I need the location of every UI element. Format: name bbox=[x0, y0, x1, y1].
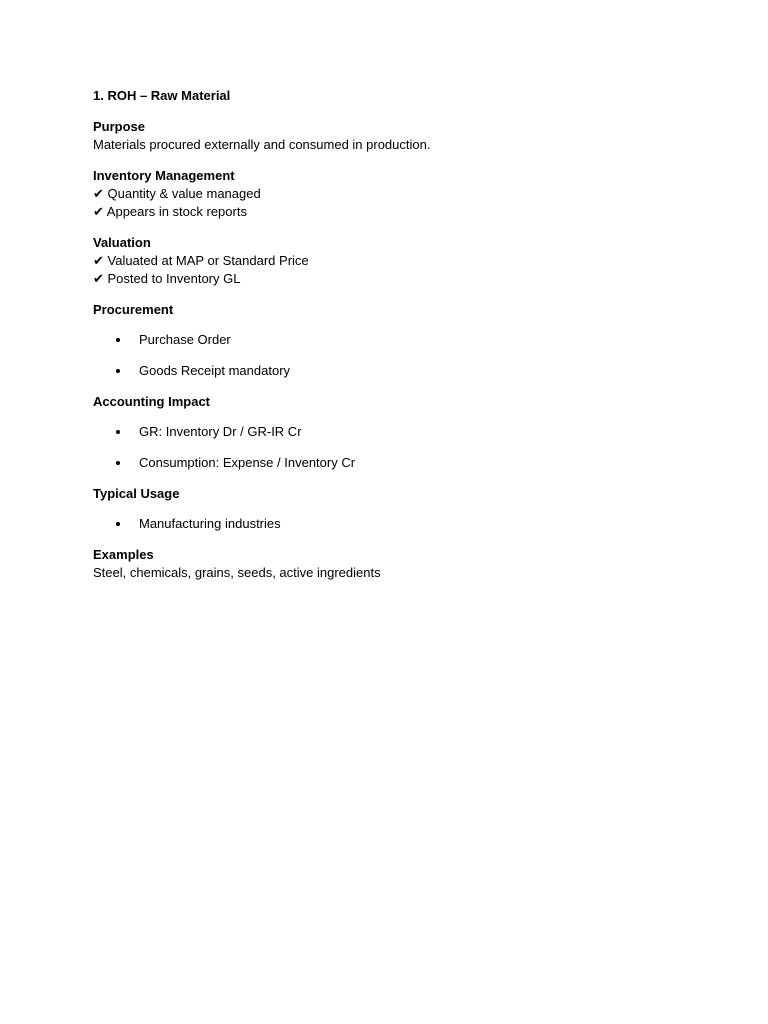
section-typical-usage bbox=[93, 485, 693, 533]
procurement-list bbox=[93, 331, 693, 380]
list-item bbox=[93, 423, 693, 441]
section-heading-inventory-management: Inventory Management bbox=[93, 168, 235, 183]
section-purpose bbox=[93, 118, 693, 154]
section-valuation bbox=[93, 234, 693, 288]
section-accounting-impact bbox=[93, 393, 693, 472]
section-inventory-management bbox=[93, 167, 693, 221]
bullet-icon bbox=[116, 461, 120, 465]
section-heading-accounting-impact: Accounting Impact bbox=[93, 394, 211, 409]
list-item-text: Purchase Order bbox=[139, 332, 231, 347]
bullet-icon bbox=[116, 430, 120, 434]
document-page bbox=[93, 87, 693, 595]
section-heading-examples: Examples bbox=[93, 547, 154, 562]
list-item bbox=[93, 362, 693, 380]
section-heading-valuation: Valuation bbox=[93, 235, 151, 250]
list-item-text: Consumption: Expense / Inventory Cr bbox=[139, 455, 356, 470]
inventory-item: ✔ Appears in stock reports bbox=[93, 204, 247, 219]
usage-list bbox=[93, 515, 693, 533]
accounting-list bbox=[93, 423, 693, 472]
bullet-icon bbox=[116, 369, 120, 373]
examples-text: Steel, chemicals, grains, seeds, active ingredients bbox=[93, 565, 381, 580]
section-examples bbox=[93, 546, 693, 582]
section-procurement bbox=[93, 301, 693, 380]
list-item bbox=[93, 515, 693, 533]
purpose-text: Materials procured externally and consumed in production. bbox=[93, 137, 431, 152]
document-title: 1. ROH – Raw Material bbox=[93, 88, 231, 103]
list-item-text: GR: Inventory Dr / GR-IR Cr bbox=[139, 424, 302, 439]
bullet-icon bbox=[116, 522, 120, 526]
list-item bbox=[93, 454, 693, 472]
list-item bbox=[93, 331, 693, 349]
valuation-item: ✔ Valuated at MAP or Standard Price bbox=[93, 253, 309, 268]
section-heading-typical-usage: Typical Usage bbox=[93, 486, 180, 501]
bullet-icon bbox=[116, 338, 120, 342]
section-heading-procurement: Procurement bbox=[93, 302, 174, 317]
list-item-text: Manufacturing industries bbox=[139, 516, 281, 531]
inventory-item: ✔ Quantity & value managed bbox=[93, 186, 261, 201]
section-heading-purpose: Purpose bbox=[93, 119, 146, 134]
list-item-text: Goods Receipt mandatory bbox=[139, 363, 291, 378]
valuation-item: ✔ Posted to Inventory GL bbox=[93, 271, 241, 286]
